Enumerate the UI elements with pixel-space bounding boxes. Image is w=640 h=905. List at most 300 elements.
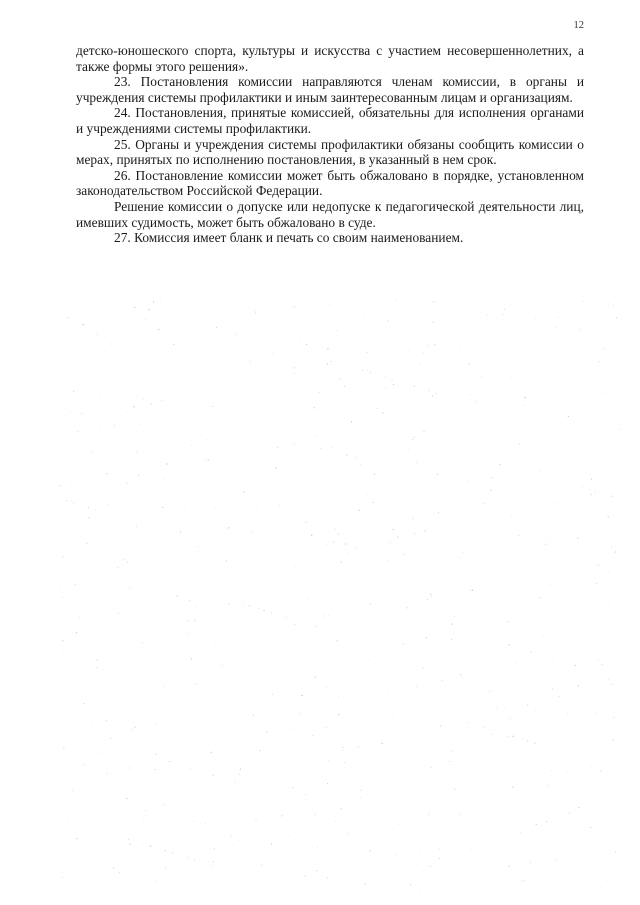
scan-speck — [282, 414, 283, 415]
scan-speck — [216, 327, 217, 328]
scan-speck — [423, 668, 424, 669]
scan-speck — [212, 406, 213, 407]
scan-speck — [393, 717, 394, 718]
scan-speck — [608, 679, 609, 680]
scan-speck — [312, 809, 313, 810]
scan-speck — [597, 799, 598, 800]
scan-speck — [367, 352, 368, 353]
scan-speck — [311, 534, 312, 535]
scan-speck — [214, 508, 215, 509]
scan-speck — [185, 506, 186, 507]
scan-speck — [77, 431, 78, 432]
scan-speck — [419, 363, 420, 364]
scan-speck — [602, 827, 603, 828]
scan-speck — [504, 309, 505, 310]
scan-speck — [472, 590, 473, 591]
scan-speck — [172, 611, 173, 612]
scan-speck — [124, 430, 125, 431]
scan-speck — [97, 334, 98, 335]
scan-speck — [590, 827, 591, 828]
scan-speck — [173, 344, 174, 345]
scan-speck — [539, 597, 540, 598]
scan-speck — [214, 848, 215, 849]
scan-speck — [297, 505, 298, 506]
scan-speck — [440, 726, 441, 727]
scan-speck — [158, 329, 159, 330]
scan-speck — [591, 494, 592, 495]
scan-speck — [578, 685, 579, 686]
scan-speck — [420, 889, 421, 890]
scan-speck — [294, 624, 295, 625]
scan-speck — [611, 684, 612, 685]
scan-speck — [100, 431, 101, 432]
scan-speck — [521, 759, 522, 760]
scan-speck — [195, 607, 196, 608]
scan-speck — [583, 301, 584, 302]
scan-speck — [439, 858, 440, 859]
scan-speck — [592, 301, 593, 302]
scan-speck — [293, 373, 294, 374]
scan-speck — [549, 541, 550, 542]
scan-speck — [611, 496, 612, 497]
scan-speck — [88, 507, 89, 508]
scan-speck — [468, 363, 469, 364]
scan-speck — [226, 561, 227, 562]
scan-speck — [594, 491, 595, 492]
scan-speck — [60, 587, 61, 588]
scan-speck — [569, 744, 570, 745]
scan-speck — [126, 412, 127, 413]
scan-speck — [294, 306, 295, 307]
scan-speck — [399, 689, 400, 690]
scan-speck — [73, 502, 74, 503]
paragraph-25: 25. Органы и учреждения системы профилактики обязаны сообщить комиссии о мерах, принятых по исполнению постановления, в указанный в нем срок. — [76, 136, 584, 168]
scan-speck — [304, 875, 305, 876]
scan-speck — [382, 412, 383, 413]
scan-speck — [205, 823, 206, 824]
scan-speck — [239, 774, 240, 775]
scan-speck — [260, 750, 261, 751]
scan-speck — [342, 747, 343, 748]
scan-speck — [172, 852, 173, 853]
scan-speck — [131, 729, 132, 730]
scan-speck — [295, 566, 296, 567]
scan-speck — [189, 600, 190, 601]
scan-speck — [275, 467, 276, 468]
scan-speck — [106, 773, 107, 774]
scan-speck — [498, 449, 499, 450]
scan-speck — [124, 559, 125, 560]
scan-speck — [250, 361, 251, 362]
scan-speck — [149, 388, 150, 389]
scan-speck — [598, 659, 599, 660]
scan-speck — [370, 314, 371, 315]
scan-speck — [328, 615, 329, 616]
scan-speck — [245, 412, 246, 413]
scan-speck — [462, 552, 463, 553]
scan-speck — [568, 416, 569, 417]
scan-speck — [331, 361, 332, 362]
scan-speck — [164, 804, 165, 805]
scan-speck — [143, 818, 144, 819]
scan-speck — [530, 862, 531, 863]
scan-speck — [327, 363, 328, 364]
scan-speck — [360, 797, 361, 798]
scan-speck — [351, 421, 352, 422]
scan-speck — [140, 424, 141, 425]
scan-speck — [261, 524, 262, 525]
scan-speck — [393, 529, 394, 530]
scan-speck — [286, 617, 287, 618]
paragraph-26: 26. Постановление комиссии может быть обжаловано в порядке, установленном законодательством Российской Федерации. — [76, 167, 584, 199]
scan-speck — [62, 640, 63, 641]
scan-speck — [187, 651, 188, 652]
scan-speck — [560, 635, 561, 636]
scan-speck — [254, 310, 255, 311]
scan-speck — [431, 767, 432, 768]
scan-speck — [443, 522, 444, 523]
scan-speck — [512, 736, 513, 737]
scan-speck — [413, 518, 414, 519]
scan-speck — [199, 585, 200, 586]
scan-speck — [289, 836, 290, 837]
scan-speck — [369, 850, 370, 851]
scan-speck — [308, 598, 309, 599]
scan-speck — [460, 674, 461, 675]
scan-speck — [545, 544, 546, 545]
scan-speck — [76, 632, 77, 633]
scan-speck — [519, 443, 520, 444]
scan-speck — [136, 452, 137, 453]
scan-speck — [458, 697, 459, 698]
scan-speck — [602, 664, 603, 665]
scan-speck — [102, 364, 103, 365]
scan-speck — [393, 384, 394, 385]
scan-speck — [466, 488, 467, 489]
scan-speck — [156, 723, 157, 724]
scan-speck — [432, 301, 433, 302]
scan-speck — [527, 705, 528, 706]
scan-speck — [366, 495, 367, 496]
scan-speck — [491, 490, 492, 491]
scan-speck — [79, 617, 80, 618]
scan-speck — [414, 386, 415, 387]
scan-speck — [315, 626, 316, 627]
scan-speck — [222, 665, 223, 666]
scan-speck — [101, 753, 102, 754]
scan-speck — [73, 391, 74, 392]
scan-speck — [289, 528, 290, 529]
scan-speck — [434, 344, 435, 345]
scan-speck — [96, 659, 97, 660]
scan-speck — [369, 660, 370, 661]
scan-speck — [150, 845, 151, 846]
scan-speck — [377, 407, 378, 408]
scan-speck — [402, 844, 403, 845]
scan-speck — [481, 376, 482, 377]
scan-speck — [407, 384, 408, 385]
scan-speck — [148, 309, 149, 310]
scan-speck — [316, 870, 317, 871]
scan-speck — [491, 729, 492, 730]
scan-speck — [138, 475, 139, 476]
scan-speck — [505, 734, 506, 735]
scan-speck — [253, 672, 254, 673]
scan-speck — [208, 459, 209, 460]
scan-speck — [451, 623, 452, 624]
scan-speck — [407, 607, 408, 608]
scan-speck — [66, 765, 67, 766]
page-number: 12 — [573, 20, 584, 31]
scan-speck — [348, 554, 349, 555]
scan-speck — [451, 639, 452, 640]
scan-speck — [459, 814, 460, 815]
scan-speck — [228, 604, 229, 605]
scan-speck — [596, 583, 597, 584]
scan-speck — [382, 743, 383, 744]
scan-speck — [187, 857, 188, 858]
scan-speck — [312, 735, 313, 736]
scan-speck — [63, 747, 64, 748]
scan-speck — [207, 439, 208, 440]
scan-speck — [252, 532, 253, 533]
scan-speck — [582, 487, 583, 488]
scan-speck — [437, 474, 438, 475]
scan-speck — [230, 835, 231, 836]
scan-speck — [428, 345, 429, 346]
scan-speck — [522, 738, 523, 739]
scan-speck — [449, 761, 450, 762]
scan-speck — [516, 662, 517, 663]
scan-speck — [471, 849, 472, 850]
scan-speck — [520, 832, 521, 833]
scan-speck — [370, 603, 371, 604]
scan-speck — [110, 738, 111, 739]
scan-speck — [436, 393, 437, 394]
scan-speck — [468, 722, 469, 723]
scan-speck — [305, 794, 306, 795]
scan-speck — [62, 597, 63, 598]
scan-speck — [338, 696, 339, 697]
scan-speck — [294, 367, 295, 368]
scan-speck — [385, 387, 386, 388]
scan-speck — [206, 460, 207, 461]
scan-speck — [552, 688, 553, 689]
scan-speck — [211, 752, 212, 753]
scan-speck — [439, 848, 440, 849]
scan-speck — [95, 509, 96, 510]
scan-speck — [509, 543, 510, 544]
scan-speck — [198, 745, 199, 746]
scan-speck — [64, 414, 65, 415]
scan-speck — [88, 517, 89, 518]
scan-speck — [450, 781, 451, 782]
scan-speck — [63, 653, 64, 654]
scan-speck — [175, 718, 176, 719]
scan-speck — [496, 708, 497, 709]
scan-speck — [388, 560, 389, 561]
scan-speck — [67, 444, 68, 445]
scan-speck — [136, 432, 137, 433]
scan-speck — [212, 866, 213, 867]
scan-speck — [306, 522, 307, 523]
scan-speck — [619, 429, 620, 430]
scan-speck — [505, 708, 506, 709]
scan-speck — [492, 477, 493, 478]
scan-speck — [282, 815, 283, 816]
scan-speck — [608, 303, 609, 304]
scan-speck — [345, 442, 346, 443]
scan-speck — [548, 785, 549, 786]
scan-speck — [536, 824, 537, 825]
scan-speck — [336, 330, 337, 331]
scan-speck — [99, 395, 100, 396]
scan-speck — [86, 543, 87, 544]
scan-speck — [416, 686, 417, 687]
scan-speck — [358, 746, 359, 747]
scan-speck — [372, 502, 373, 503]
scan-speck — [264, 610, 265, 611]
scan-speck — [605, 405, 606, 406]
scan-speck — [118, 613, 119, 614]
scan-speck — [127, 561, 128, 562]
scan-speck — [553, 376, 554, 377]
scan-speck — [511, 377, 512, 378]
scan-speck — [380, 634, 381, 635]
scan-speck — [108, 504, 109, 505]
scan-speck — [356, 457, 357, 458]
scan-speck — [403, 643, 404, 644]
scan-speck — [589, 489, 590, 490]
scan-speck — [367, 370, 368, 371]
scan-speck — [255, 313, 256, 314]
scan-speck — [341, 338, 342, 339]
scan-speck — [521, 881, 522, 882]
scan-speck — [397, 536, 398, 537]
scan-speck — [407, 358, 408, 359]
scan-speck — [249, 605, 250, 606]
scan-speck — [492, 734, 493, 735]
scan-speck — [429, 813, 430, 814]
scan-speck — [569, 813, 570, 814]
paragraph-27: 27. Комиссия имеет бланк и печать со своим наименованием. — [114, 230, 464, 246]
scan-speck — [106, 473, 107, 474]
scan-speck — [502, 380, 503, 381]
scan-speck — [346, 454, 347, 455]
scan-speck — [414, 533, 415, 534]
scan-speck — [596, 712, 597, 713]
scan-speck — [489, 691, 490, 692]
scan-speck — [136, 526, 137, 527]
scan-speck — [556, 327, 557, 328]
scan-speck — [390, 542, 391, 543]
scan-speck — [468, 481, 469, 482]
scan-speck — [612, 740, 613, 741]
scan-speck — [327, 783, 328, 784]
scan-speck — [282, 459, 283, 460]
scan-speck — [430, 594, 431, 595]
scan-speck — [326, 687, 327, 688]
scan-speck — [327, 544, 328, 545]
scan-speck — [558, 696, 559, 697]
scan-speck — [315, 814, 316, 815]
scan-speck — [338, 534, 339, 535]
scan-speck — [161, 400, 162, 401]
scan-speck — [371, 634, 372, 635]
scan-speck — [470, 394, 471, 395]
scan-speck — [503, 314, 504, 315]
scan-speck — [434, 301, 435, 302]
scan-speck — [113, 425, 114, 426]
scan-speck — [600, 771, 601, 772]
scan-speck — [508, 865, 509, 866]
scan-speck — [323, 615, 324, 616]
scan-speck — [384, 377, 385, 378]
scan-speck — [578, 807, 579, 808]
scan-speck — [300, 843, 301, 844]
scan-speck — [344, 762, 345, 763]
scan-speck — [160, 301, 161, 302]
scan-speck — [272, 694, 273, 695]
scan-speck — [360, 789, 361, 790]
scan-speck — [511, 515, 512, 516]
scan-speck — [292, 787, 293, 788]
scan-speck — [306, 344, 307, 345]
scan-speck — [138, 396, 139, 397]
scan-speck — [145, 810, 146, 811]
scan-speck — [344, 386, 345, 387]
scan-speck — [608, 516, 609, 517]
scan-speck — [592, 746, 593, 747]
scan-speck — [334, 529, 335, 530]
scan-speck — [134, 307, 135, 308]
scan-speck — [245, 316, 246, 317]
scan-speck — [224, 373, 225, 374]
scan-speck — [261, 447, 262, 448]
scan-speck — [404, 554, 405, 555]
scan-speck — [319, 392, 320, 393]
scan-speck — [540, 470, 541, 471]
scan-speck — [193, 821, 194, 822]
scan-speck — [117, 567, 118, 568]
scan-speck — [355, 856, 356, 857]
scan-speck — [558, 317, 559, 318]
scan-speck — [470, 590, 471, 591]
scan-speck — [531, 651, 532, 652]
scan-speck — [374, 474, 375, 475]
scan-speck — [597, 603, 598, 604]
scan-speck — [70, 411, 71, 412]
scan-speck — [412, 439, 413, 440]
scan-speck — [396, 300, 397, 301]
scan-speck — [326, 727, 327, 728]
scan-speck — [165, 868, 166, 869]
scan-speck — [214, 645, 215, 646]
scan-speck — [345, 543, 346, 544]
scan-speck — [299, 713, 300, 714]
scan-speck — [60, 485, 61, 486]
scan-speck — [409, 350, 410, 351]
scan-speck — [408, 450, 409, 451]
scan-speck — [365, 884, 366, 885]
scan-speck — [609, 605, 610, 606]
scan-speck — [147, 653, 148, 654]
scan-speck — [454, 616, 455, 617]
scan-speck — [143, 843, 144, 844]
scan-speck — [535, 743, 536, 744]
scan-speck — [430, 866, 431, 867]
scan-speck — [602, 392, 603, 393]
